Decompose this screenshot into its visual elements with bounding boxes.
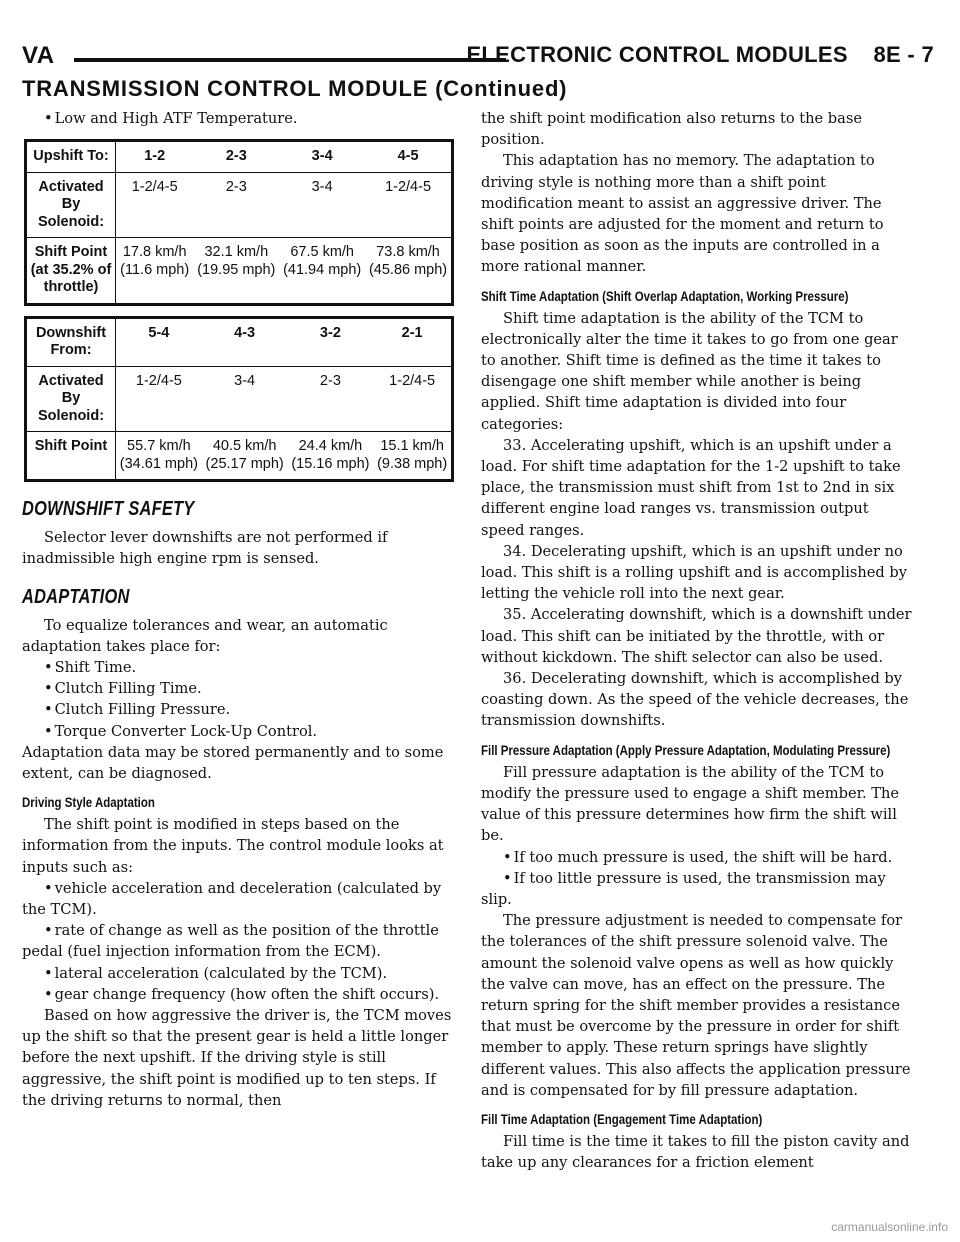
list-item — [22, 920, 454, 962]
bullet-icon: • — [44, 722, 53, 740]
table-cell: 55.7 km/h (34.61 mph) — [116, 432, 202, 481]
table-cell: 3-2 — [288, 317, 374, 366]
bullet-text: If too little pressure is used, the transmission may slip. — [481, 869, 886, 908]
driving-style-heading: Driving Style Adaptation — [22, 794, 155, 811]
table-row — [26, 366, 453, 432]
bullet-text: rate of change as well as the position of the throttle pedal (fuel injection information from the ECM). — [22, 922, 439, 961]
bullet-icon: • — [503, 869, 512, 887]
list-item: 34. Decelerating upshift, which is an upshift under no load. This shift is a rolling upshift and is accomplished by letting the vehicle roll into the next gear. — [481, 542, 907, 603]
table-cell: 2-3 — [193, 141, 279, 173]
table-cell: 3-4 — [279, 141, 365, 173]
bullet-icon: • — [44, 985, 53, 1003]
bullet-text: Low and High ATF Temperature. — [54, 110, 298, 127]
list-item — [22, 878, 454, 920]
bullet-icon: • — [503, 848, 512, 866]
section-title: TRANSMISSION CONTROL MODULE (Continued) — [22, 76, 568, 101]
bullet-text: Shift Time. — [54, 659, 137, 677]
table-cell: 1-2 — [116, 141, 194, 173]
bullet-icon: • — [44, 110, 53, 127]
table-cell: 2-3 — [193, 172, 279, 238]
list-item — [22, 678, 454, 699]
left-column — [22, 108, 454, 1111]
table-cell: 1-2/4-5 — [116, 172, 194, 238]
header-right: ELECTRONIC CONTROL MODULES 8E - 7 — [466, 42, 934, 67]
upshift-table — [24, 139, 454, 306]
paragraph: The pressure adjustment is needed to compensate for the tolerances of the shift pressure solenoid valve. The amount the solenoid valve opens as well as how quickly the valve can move, has an effect on the pressure. The return spring for the shift member provides a resistance that must be overcome by the pressure in order for shift member to apply. These return springs have slightly different values. This also affects the application pressure and is compensated for by fill pressure adaptation. — [481, 912, 911, 1099]
table-cell: 3-4 — [279, 172, 365, 238]
header-left: VA — [22, 42, 55, 69]
table-cell: Shift Point — [26, 432, 116, 481]
table-cell: Activated By Solenoid: — [26, 172, 116, 238]
table-cell: 15.1 km/h (9.38 mph) — [373, 432, 452, 481]
table-cell: 73.8 km/h (45.86 mph) — [365, 238, 452, 305]
table-cell: 1-2/4-5 — [373, 366, 452, 432]
bullet-icon: • — [44, 964, 53, 982]
list-item: 35. Accelerating downshift, which is a downshift under load. This shift can be initiated by the throttle, with or without kickdown. The shift selector can also be used. — [481, 606, 912, 666]
list-item — [481, 868, 913, 910]
header-rule — [74, 58, 506, 62]
bullet-icon: • — [44, 701, 53, 719]
table-cell: 3-4 — [202, 366, 288, 432]
table-cell: 4-3 — [202, 317, 288, 366]
watermark-link[interactable]: carmanualsonline.info — [831, 1220, 948, 1234]
paragraph: Fill pressure adaptation is the ability of the TCM to modify the pressure used to engage a shift member. The value of this pressure determines how firm the shift will be. — [481, 763, 900, 845]
bullet-icon: • — [44, 879, 53, 897]
bullet-icon: • — [44, 922, 53, 940]
bullet-icon: • — [44, 680, 53, 698]
table-cell: 1-2/4-5 — [365, 172, 452, 238]
list-item — [22, 721, 454, 742]
bullet-text: Clutch Filling Time. — [54, 680, 202, 698]
list-item: 33. Accelerating upshift, which is an upshift under a load. For shift time adaptation for the 1-2 upshift to take place, the transmission must shift from 1st to 2nd in six different engine load ranges vs. transmission output speed ranges. — [481, 436, 901, 539]
table-cell: 67.5 km/h (41.94 mph) — [279, 238, 365, 305]
paragraph: Adaptation data may be stored permanently and to some extent, can be diagnosed. — [22, 743, 444, 783]
table-cell: Downshift From: — [26, 317, 116, 366]
paragraph: This adaptation has no memory. The adaptation to driving style is nothing more than a shift point modification meant to assist an aggressive driver. The shift points are adjusted for the moment and return to base position as soon as the inputs are controlled in a more rational manner. — [481, 152, 884, 276]
paragraph: Selector lever downshifts are not performed if inadmissible high engine rpm is sensed. — [22, 529, 388, 568]
bullet-text: gear change frequency (how often the shift occurs). — [54, 985, 440, 1003]
list-item — [22, 108, 454, 129]
table-cell: 32.1 km/h (19.95 mph) — [193, 238, 279, 305]
downshift-table — [24, 316, 454, 483]
table-cell: 4-5 — [365, 141, 452, 173]
table-cell: 5-4 — [116, 317, 202, 366]
bullet-text: lateral acceleration (calculated by the TCM). — [54, 964, 388, 982]
table-cell: 40.5 km/h (25.17 mph) — [202, 432, 288, 481]
table-cell: 2-3 — [288, 366, 374, 432]
table-cell: 24.4 km/h (15.16 mph) — [288, 432, 374, 481]
table-row — [26, 172, 453, 238]
adaptation-heading: ADAPTATION — [22, 585, 130, 608]
list-item — [22, 984, 454, 1005]
page-header — [22, 42, 934, 78]
paragraph: Fill time is the time it takes to fill the piston cavity and take up any clearances for a friction element — [481, 1132, 910, 1172]
list-item — [22, 699, 454, 720]
table-cell: 1-2/4-5 — [116, 366, 202, 432]
table-cell: 17.8 km/h (11.6 mph) — [116, 238, 194, 305]
bullet-text: vehicle acceleration and deceleration (calculated by the TCM). — [22, 879, 442, 919]
list-item: 36. Decelerating downshift, which is accomplished by coasting down. As the speed of the vehicle decreases, the transmission downshifts. — [481, 670, 909, 730]
table-cell: Activated By Solenoid: — [26, 366, 116, 432]
bullet-text: If too much pressure is used, the shift will be hard. — [513, 848, 893, 866]
table-cell: Shift Point (at 35.2% of throttle) — [26, 238, 116, 305]
fill-pressure-heading: Fill Pressure Adaptation (Apply Pressure Adaptation, Modulating Pressure) — [481, 741, 891, 758]
table-row — [26, 238, 453, 305]
table-cell: 2-1 — [373, 317, 452, 366]
table-cell: Upshift To: — [26, 141, 116, 173]
bullet-text: Clutch Filling Pressure. — [54, 701, 231, 719]
bullet-icon: • — [44, 659, 53, 677]
paragraph: the shift point modification also returns to the base position. — [481, 110, 862, 149]
table-row — [26, 432, 453, 481]
paragraph: The shift point is modified in steps based on the information from the inputs. The control module looks at inputs such as: — [22, 816, 444, 876]
list-item — [22, 963, 454, 984]
paragraph: Shift time adaptation is the ability of the TCM to electronically alter the time it takes to go from one gear to another. Shift time is defined as the time it takes to disengage one shift member while another is being applied. Shift time adaptation is divided into four categories: — [481, 309, 898, 433]
downshift-safety-heading: DOWNSHIFT SAFETY — [22, 498, 195, 521]
shift-time-heading: Shift Time Adaptation (Shift Overlap Adaptation, Working Pressure) — [481, 287, 849, 304]
paragraph: To equalize tolerances and wear, an automatic adaptation takes place for: — [22, 616, 388, 655]
right-column — [481, 108, 913, 1173]
table-row — [26, 141, 453, 173]
paragraph: Based on how aggressive the driver is, the TCM moves up the shift so that the present gear is held a little longer before the next upshift. If the driving style is still aggressive, the shift point is modified up to ten steps. If the driving returns to normal, then — [22, 1007, 452, 1109]
list-item — [22, 657, 454, 678]
list-item — [481, 847, 913, 868]
fill-time-heading: Fill Time Adaptation (Engagement Time Adaptation) — [481, 1110, 763, 1127]
table-row — [26, 317, 453, 366]
bullet-text: Torque Converter Lock-Up Control. — [54, 722, 318, 740]
